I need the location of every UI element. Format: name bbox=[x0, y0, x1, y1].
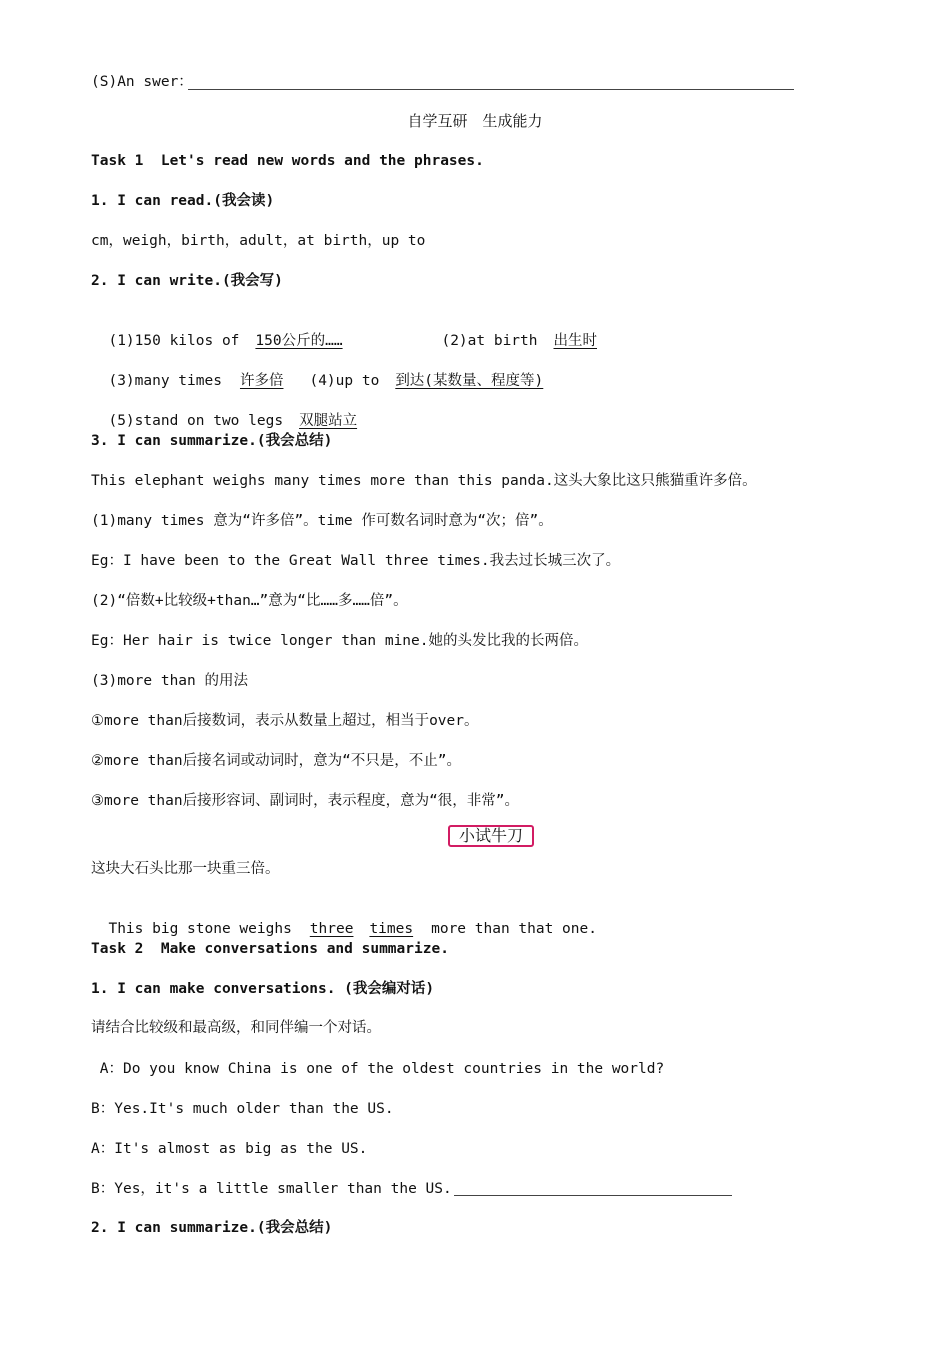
practice-sentence bbox=[91, 899, 597, 939]
write-row-5 bbox=[91, 391, 357, 431]
practice-badge: 小试牛刀 bbox=[448, 825, 534, 847]
summary-line-6: (3)more than 的用法 bbox=[91, 673, 248, 689]
conversation-instruction: 请结合比较级和最高级，和同伴编一个对话。 bbox=[91, 1020, 381, 1036]
write-answer-5: 双腿站立 bbox=[299, 413, 358, 429]
write-answer-3: 许多倍 bbox=[239, 373, 284, 389]
summarize2-heading: 2. I can summarize.(我会总结) bbox=[91, 1220, 333, 1236]
dialogue-line-3: A：It's almost as big as the US. bbox=[91, 1141, 368, 1157]
dialogue-line-2: B：Yes.It's much older than the US. bbox=[91, 1101, 394, 1117]
write-prompt-5: (5)stand on two legs bbox=[108, 413, 284, 429]
summary-line-5: Eg：Her hair is twice longer than mine.她的头发比我的长两倍。 bbox=[91, 633, 588, 649]
read-words: cm，weigh，birth，adult，at birth，up to bbox=[91, 233, 426, 249]
write-answer-2: 出生时 bbox=[553, 333, 597, 349]
write-answer-4: 到达(某数量、程度等) bbox=[395, 373, 544, 389]
practice-question: 这块大石头比那一块重三倍。 bbox=[91, 861, 280, 877]
write-prompt-2: (2)at birth bbox=[441, 333, 538, 349]
section-title: 自学互研 生成能力 bbox=[407, 112, 543, 130]
read-heading: 1. I can read.(我会读) bbox=[91, 193, 275, 209]
practice-blank-2[interactable]: times bbox=[369, 921, 414, 937]
practice-blank-1[interactable]: three bbox=[309, 921, 354, 937]
write-row-3 bbox=[91, 351, 543, 391]
dialogue-blank-line[interactable] bbox=[454, 1195, 732, 1196]
write-answer-1: 150公斤的…… bbox=[255, 333, 343, 349]
write-prompt-4: (4)up to bbox=[309, 373, 380, 389]
summary-line-3: Eg：I have been to the Great Wall three times.我去过长城三次了。 bbox=[91, 553, 621, 569]
summary-line-1: This elephant weighs many times more than this panda.这头大象比这只熊猫重许多倍。 bbox=[91, 473, 757, 489]
write-prompt-3: (3)many times bbox=[108, 373, 222, 389]
summary-line-7: ①more than后接数词，表示从数量上超过，相当于over。 bbox=[91, 713, 479, 729]
task1-title: Task 1 Let's read new words and the phrases. bbox=[91, 153, 484, 169]
answer-label: (S)An swer： bbox=[91, 74, 193, 90]
dialogue-line-1: A：Do you know China is one of the oldest countries in the world? bbox=[91, 1061, 665, 1077]
practice-sentence-end: more than that one. bbox=[431, 921, 597, 937]
summary-line-4: (2)“倍数+比较级+than…”意为“比……多……倍”。 bbox=[91, 593, 408, 609]
write-row-2 bbox=[424, 311, 597, 351]
write-row-1 bbox=[91, 311, 343, 351]
summary-line-2: (1)many times 意为“许多倍”。time 作可数名词时意为“次；倍”。 bbox=[91, 513, 553, 529]
conversation-heading: 1. I can make conversations. (我会编对话) bbox=[91, 981, 435, 997]
summary-line-9: ③more than后接形容词、副词时，表示程度，意为“很，非常”。 bbox=[91, 793, 520, 809]
write-prompt-1: (1)150 kilos of bbox=[108, 333, 240, 349]
answer-line[interactable] bbox=[188, 89, 794, 90]
summary-line-8: ②more than后接名词或动词时，意为“不只是，不止”。 bbox=[91, 753, 462, 769]
practice-sentence-start: This big stone weighs bbox=[108, 921, 292, 937]
write-heading: 2. I can write.(我会写) bbox=[91, 273, 283, 289]
task2-title: Task 2 Make conversations and summarize. bbox=[91, 941, 449, 957]
dialogue-line-4: B：Yes，it's a little smaller than the US. bbox=[91, 1181, 452, 1197]
summarize-heading: 3. I can summarize.(我会总结) bbox=[91, 433, 333, 449]
